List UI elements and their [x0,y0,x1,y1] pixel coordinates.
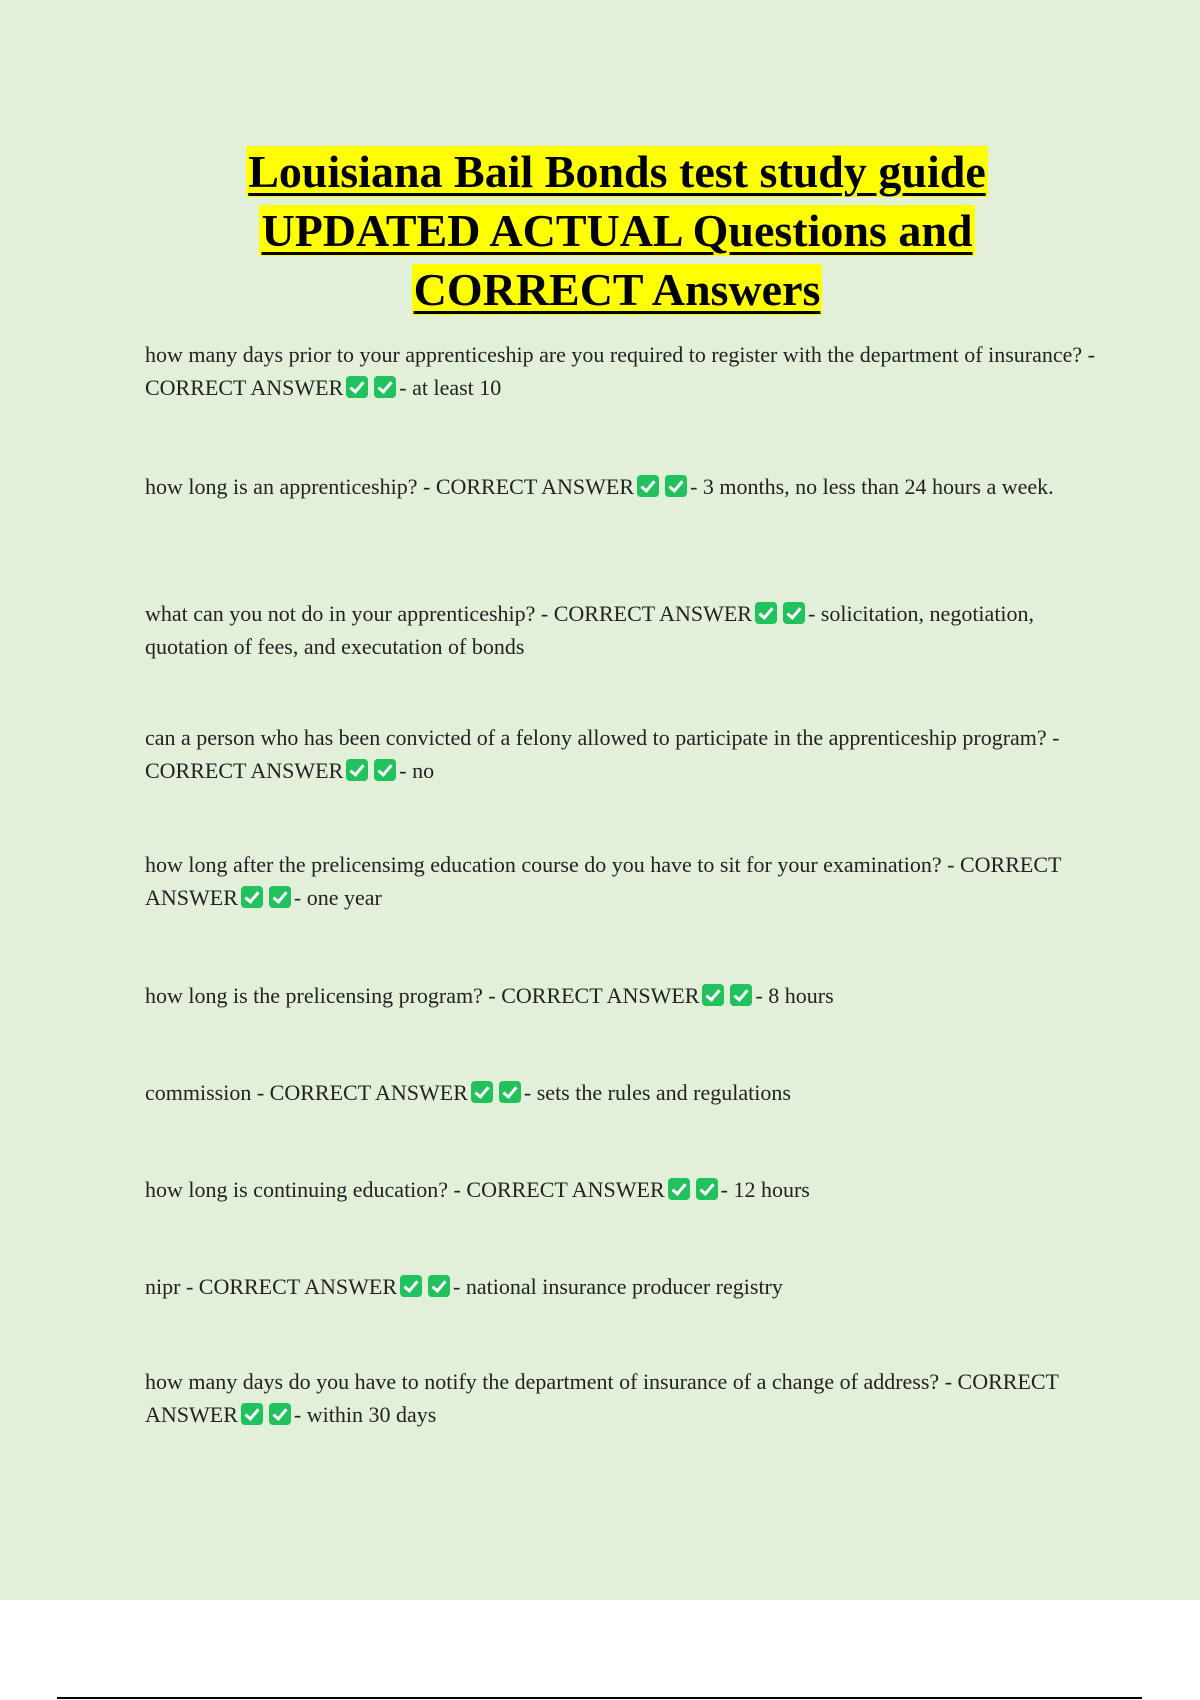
check-square-icon [730,984,752,1006]
check-square-icon [783,602,805,624]
check-square-icon [269,886,291,908]
title-line-1: Louisiana Bail Bonds test study guide [248,146,986,197]
check-square-icon [637,475,659,497]
qa-item-1: how many days prior to your apprenticeship are you required to register with the department of insurance? - CORRECT ANSWER - at least 10 [145,342,1095,400]
check-square-icon [374,759,396,781]
check-square-icon [702,984,724,1006]
check-square-icon [696,1178,718,1200]
qa-item-4: can a person who has been convicted of a felony allowed to participate in the apprenticeship program? - CORRECT ANSWER - no [145,725,1060,783]
footer-rule [57,1697,1142,1699]
document-title [0,142,1200,319]
qa-item-10: how many days do you have to notify the department of insurance of a change of address? - CORRECT ANSWER - within 30 days [145,1369,1059,1427]
check-square-icon [346,759,368,781]
check-square-icon [241,886,263,908]
qa-item-5: how long after the prelicensimg education course do you have to sit for your examination? - CORRECT ANSWER - one year [145,852,1062,910]
check-square-icon [374,376,396,398]
check-square-icon [428,1275,450,1297]
qa-item-6: how long is the prelicensing program? - CORRECT ANSWER - 8 hours [145,983,834,1008]
check-square-icon [346,376,368,398]
qa-item-7: commission - CORRECT ANSWER - sets the rules and regulations [145,1080,791,1105]
check-square-icon [499,1081,521,1103]
qa-item-2: how long is an apprenticeship? - CORRECT ANSWER - 3 months, no less than 24 hours a week. [145,474,1054,499]
check-square-icon [668,1178,690,1200]
check-square-icon [471,1081,493,1103]
qa-item-8: how long is continuing education? - CORRECT ANSWER - 12 hours [145,1177,810,1202]
qa-item-9: nipr - CORRECT ANSWER - national insurance producer registry [145,1274,783,1299]
title-line-3: CORRECT Answers [413,264,821,315]
qa-item-3: what can you not do in your apprenticeship? - CORRECT ANSWER - solicitation, negotiation, quotation of fees, and executation of bonds [145,601,1035,659]
check-square-icon [665,475,687,497]
check-square-icon [400,1275,422,1297]
check-square-icon [755,602,777,624]
title-line-2: UPDATED ACTUAL Questions and [261,205,973,256]
check-square-icon [269,1403,291,1425]
check-square-icon [241,1403,263,1425]
